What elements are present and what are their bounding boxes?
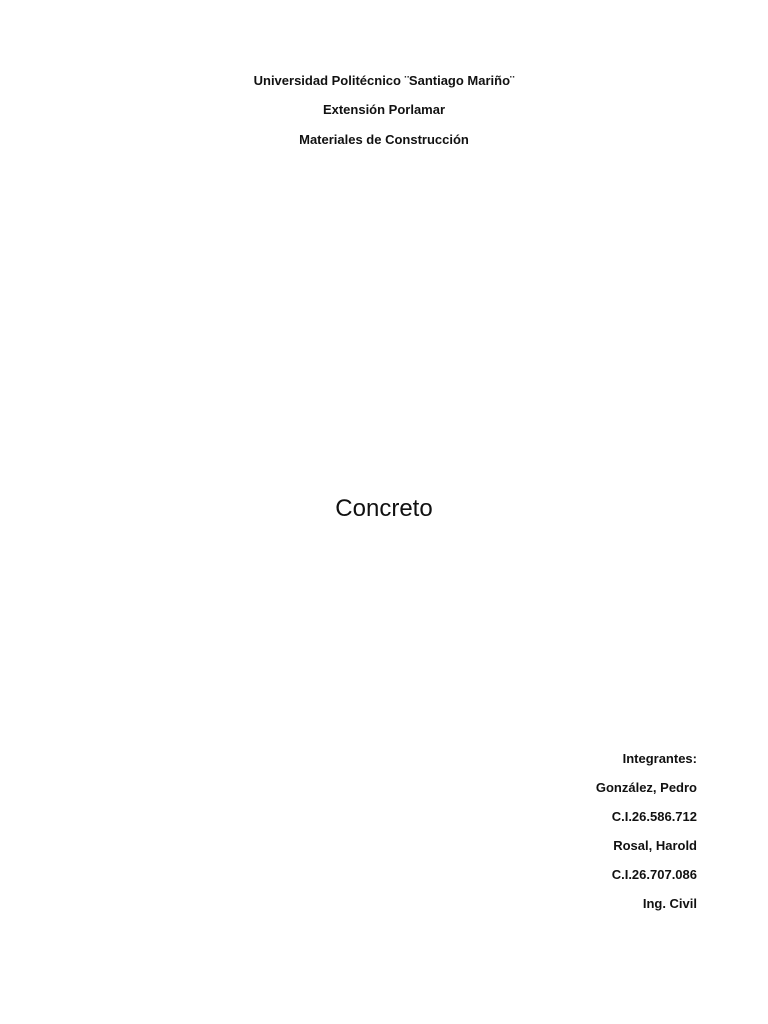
member-id: C.I.26.586.712: [611, 809, 697, 824]
document-title: Concreto: [335, 495, 433, 522]
members-heading: Integrantes:: [622, 751, 697, 766]
member-name: Rosal, Harold: [613, 838, 697, 853]
career-label: Ing. Civil: [642, 896, 697, 911]
subject-name: Materiales de Construcción: [299, 132, 469, 147]
members-block: [596, 751, 697, 925]
university-name: Universidad Politécnico ¨Santiago Mariño¨: [253, 73, 515, 88]
member-name: González, Pedro: [595, 780, 697, 795]
member-id: C.I.26.707.086: [611, 867, 697, 882]
extension-name: Extensión Porlamar: [322, 102, 446, 117]
